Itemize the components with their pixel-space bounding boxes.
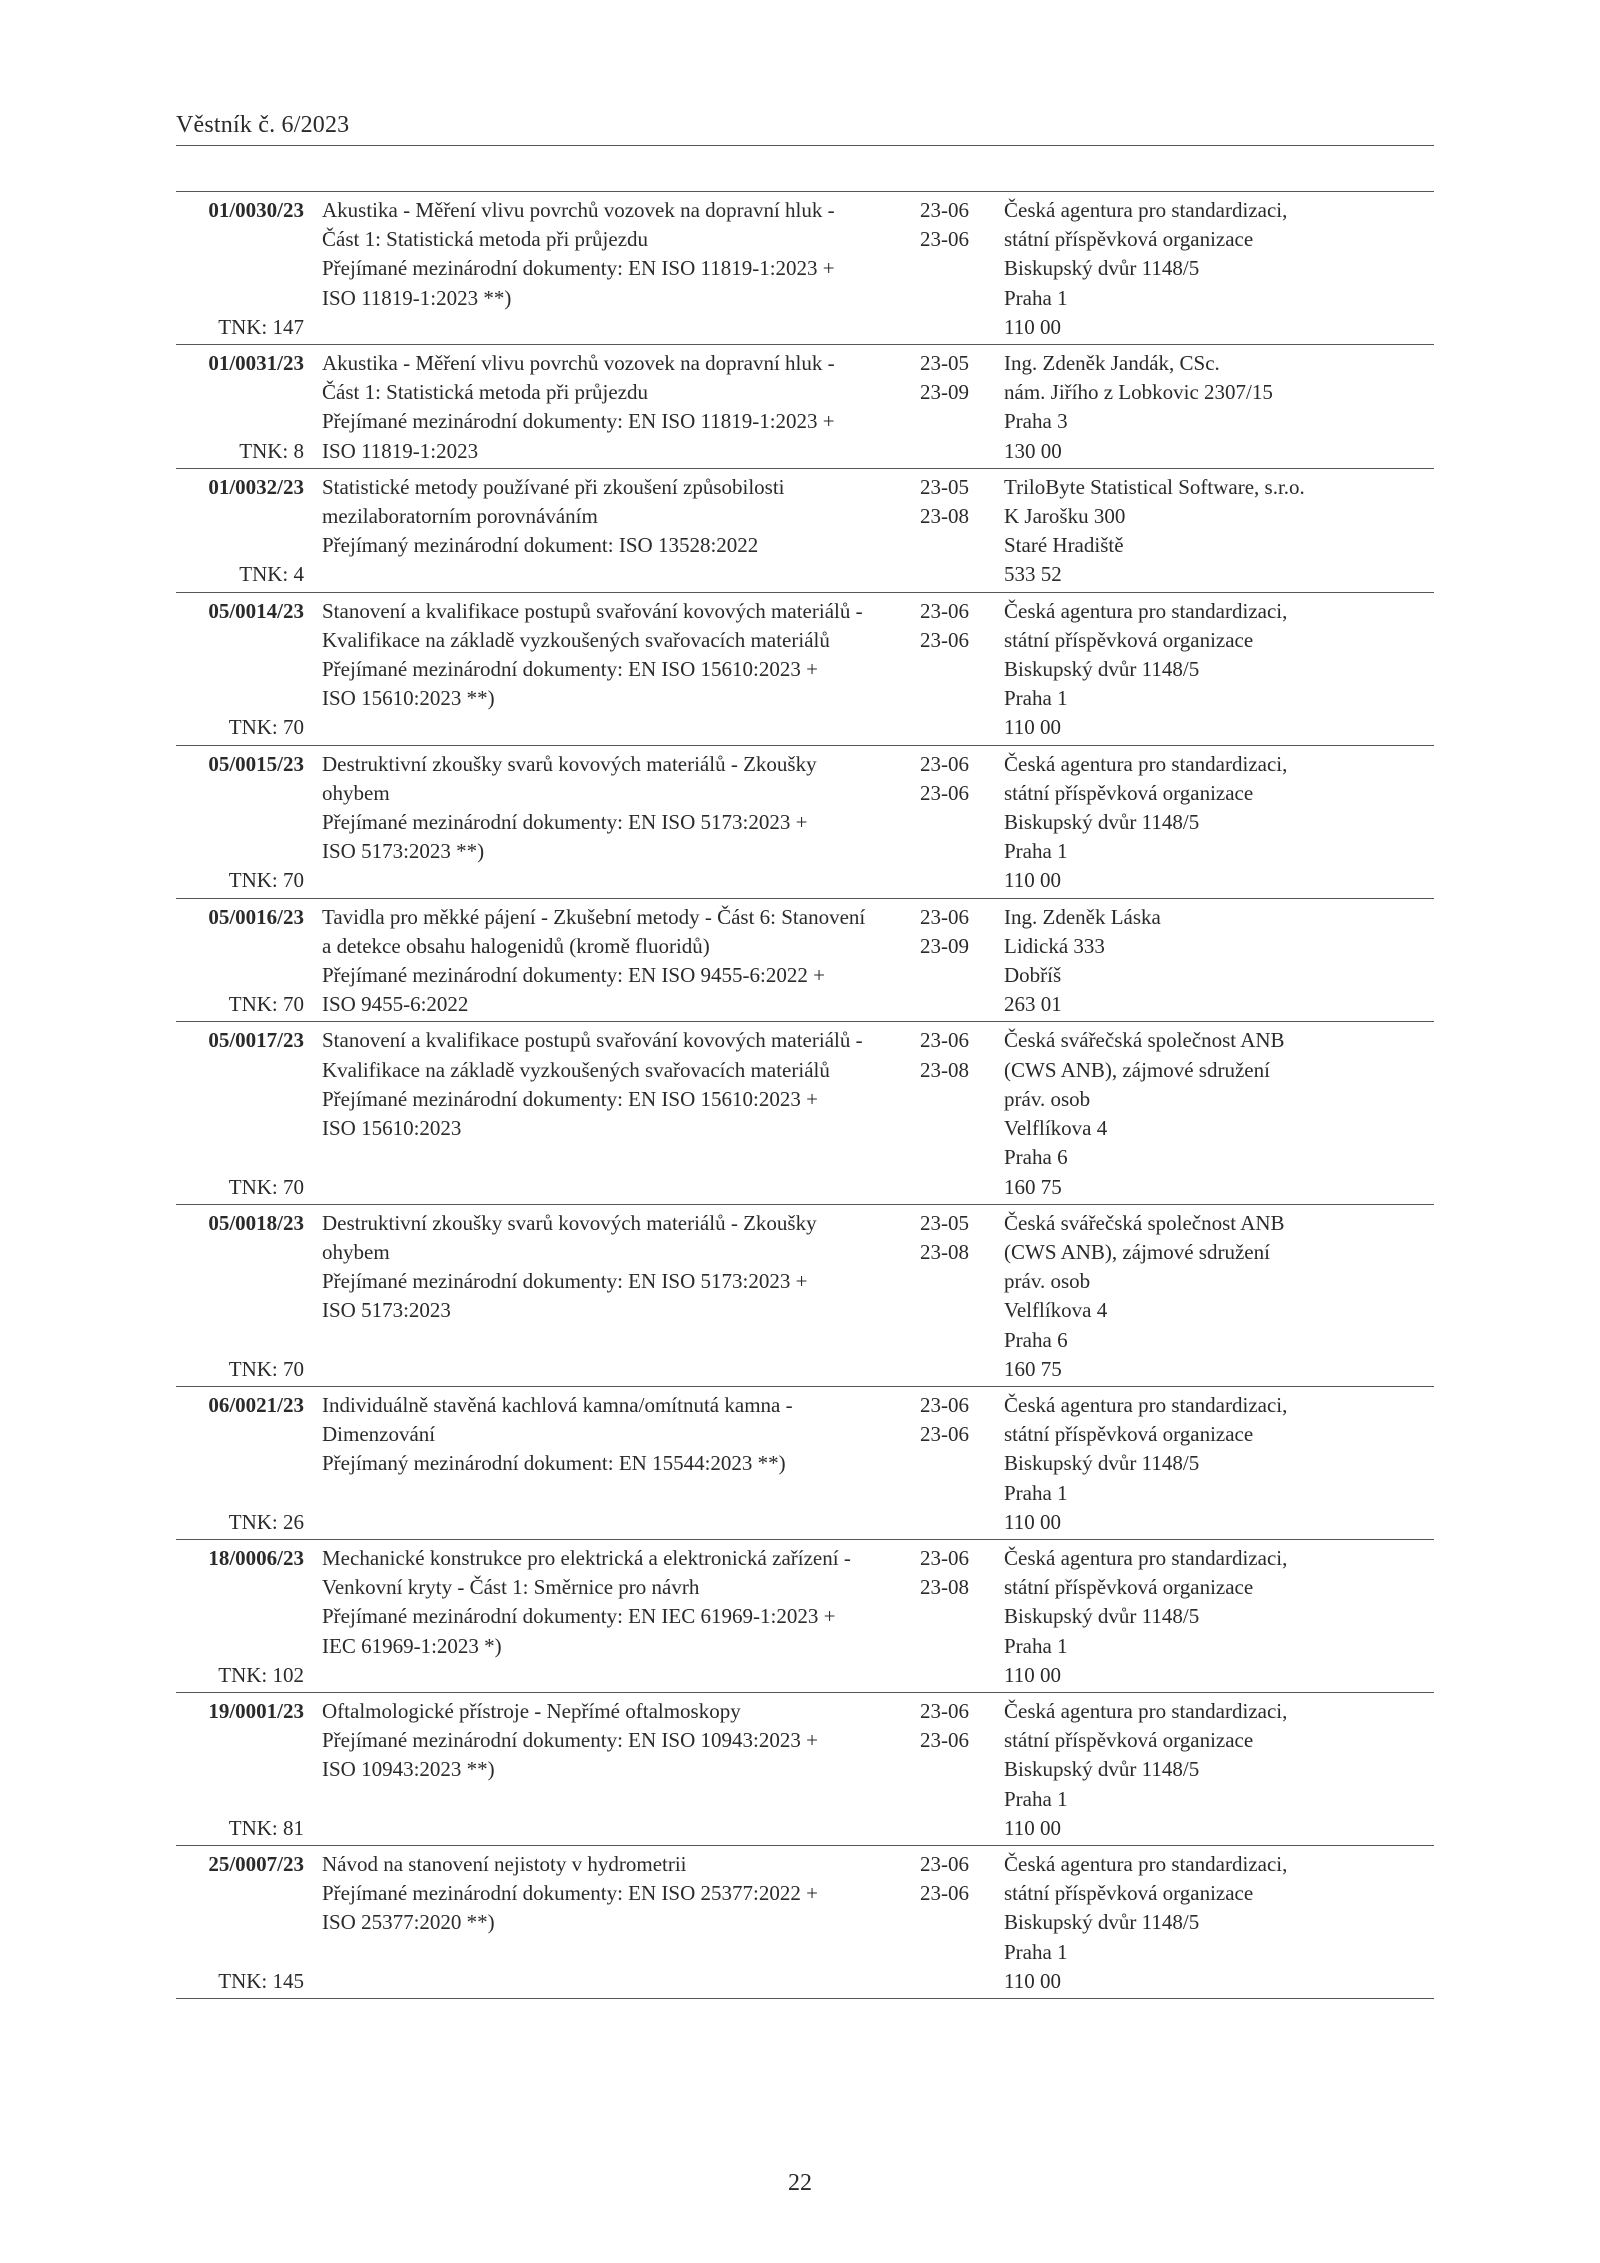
address-line: Česká agentura pro standardizaci, [1004, 1545, 1288, 1570]
description-line: ISO 15610:2023 **) [322, 686, 495, 711]
description-cell [322, 473, 902, 590]
processor-address-cell [1004, 750, 1434, 896]
address-line: státní příspěvková organizace [1004, 1728, 1254, 1753]
address-line: Biskupský dvůr 1148/5 [1004, 1451, 1200, 1476]
description-cell [322, 1391, 902, 1537]
address-line: státní příspěvková organizace [1004, 627, 1254, 652]
description-cell [322, 597, 902, 743]
address-line: Praha 1 [1004, 686, 1068, 711]
date-line: 23-06 [920, 904, 969, 929]
description-cell [322, 1697, 902, 1843]
address-line: Ing. Zdeněk Láska [1004, 904, 1161, 929]
processor-address-cell [1004, 196, 1434, 342]
description-line: ISO 25377:2020 **) [322, 1910, 495, 1935]
description-line: Přejímané mezinárodní dokumenty: EN ISO 9455-6:2022 + [322, 963, 825, 988]
row-identifier-cell [176, 1391, 304, 1537]
address-line: (CWS ANB), zájmové sdružení [1004, 1239, 1270, 1264]
project-number: 06/0021/23 [208, 1392, 304, 1417]
description-line: Přejímané mezinárodní dokumenty: EN ISO 5173:2023 + [322, 1269, 808, 1294]
row-identifier-cell [176, 1850, 304, 1996]
project-number: 05/0017/23 [208, 1028, 304, 1053]
date-line: 23-05 [920, 351, 969, 376]
tnk-number: TNK: 147 [218, 314, 304, 339]
project-number: 05/0014/23 [208, 598, 304, 623]
processor-address-cell [1004, 1850, 1434, 1996]
description-line: Přejímaný mezinárodní dokument: EN 15544:2023 **) [322, 1451, 786, 1476]
address-line: Praha 3 [1004, 409, 1068, 434]
address-line: TriloByte Statistical Software, s.r.o. [1004, 474, 1305, 499]
description-line: Stanovení a kvalifikace postupů svařování kovových materiálů - [322, 598, 863, 623]
description-line: ohybem [322, 780, 390, 805]
date-line: 23-06 [920, 1422, 969, 1447]
description-line: Oftalmologické přístroje - Nepřímé oftalmoskopy [322, 1698, 741, 1723]
row-identifier-cell [176, 1209, 304, 1384]
table-row [176, 746, 1434, 899]
address-line: Česká agentura pro standardizaci, [1004, 598, 1288, 623]
address-line: K Jarošku 300 [1004, 504, 1126, 529]
address-line: Dobříš [1004, 963, 1062, 988]
dates-cell [920, 1026, 984, 1201]
dates-cell [920, 750, 984, 896]
description-line: Akustika - Měření vlivu povrchů vozovek na dopravní hluk - [322, 351, 835, 376]
page-number: 22 [788, 2170, 812, 2196]
tnk-number: TNK: 70 [228, 868, 304, 893]
date-line: 23-06 [920, 1728, 969, 1753]
address-line: Velflíkova 4 [1004, 1116, 1108, 1141]
description-line: Přejímané mezinárodní dokumenty: EN ISO 11819-1:2023 + [322, 409, 835, 434]
address-line: 110 00 [1004, 715, 1061, 740]
description-line: Přejímané mezinárodní dokumenty: EN ISO 15610:2023 + [322, 657, 818, 682]
table-row [176, 1693, 1434, 1846]
date-line: 23-05 [920, 474, 969, 499]
address-line: Česká agentura pro standardizaci, [1004, 1851, 1288, 1876]
table-row [176, 192, 1434, 345]
date-line: 23-06 [920, 1851, 969, 1876]
description-cell [322, 1026, 902, 1201]
description-line: Přejímané mezinárodní dokumenty: EN ISO 11819-1:2023 + [322, 256, 835, 281]
dates-cell [920, 1544, 984, 1690]
standards-table [176, 191, 1434, 1999]
address-line: Biskupský dvůr 1148/5 [1004, 256, 1200, 281]
date-line: 23-06 [920, 598, 969, 623]
address-line: Biskupský dvůr 1148/5 [1004, 1604, 1200, 1629]
date-line: 23-06 [920, 1698, 969, 1723]
description-line: ISO 15610:2023 [322, 1116, 462, 1141]
project-number: 05/0016/23 [208, 904, 304, 929]
dates-cell [920, 1697, 984, 1843]
processor-address-cell [1004, 903, 1434, 1020]
processor-address-cell [1004, 349, 1434, 466]
description-line: Přejímaný mezinárodní dokument: ISO 13528:2022 [322, 533, 759, 558]
description-line: Dimenzování [322, 1422, 436, 1447]
date-line: 23-06 [920, 1881, 969, 1906]
date-line: 23-09 [920, 380, 969, 405]
row-identifier-cell [176, 597, 304, 743]
address-line: Praha 1 [1004, 1480, 1068, 1505]
address-line: Česká agentura pro standardizaci, [1004, 198, 1288, 222]
address-line: 130 00 [1004, 438, 1062, 463]
processor-address-cell [1004, 1026, 1434, 1201]
description-line: Destruktivní zkoušky svarů kovových materiálů - Zkoušky [322, 751, 817, 776]
address-line: 533 52 [1004, 562, 1062, 587]
address-line: Praha 6 [1004, 1327, 1068, 1352]
dates-cell [920, 196, 984, 342]
description-line: Návod na stanovení nejistoty v hydrometrii [322, 1851, 687, 1876]
address-line: Česká agentura pro standardizaci, [1004, 1392, 1288, 1417]
description-line: Mechanické konstrukce pro elektrická a elektronická zařízení - [322, 1545, 851, 1570]
table-row [176, 1387, 1434, 1540]
row-identifier-cell [176, 349, 304, 466]
processor-address-cell [1004, 1544, 1434, 1690]
description-line: Přejímané mezinárodní dokumenty: EN IEC 61969-1:2023 + [322, 1604, 836, 1629]
address-line: státní příspěvková organizace [1004, 1575, 1254, 1600]
tnk-number: TNK: 70 [228, 715, 304, 740]
description-line: a detekce obsahu halogenidů (kromě fluoridů) [322, 933, 710, 958]
description-cell [322, 1850, 902, 1996]
address-line: 160 75 [1004, 1356, 1062, 1381]
address-line: Biskupský dvůr 1148/5 [1004, 810, 1200, 835]
date-line: 23-08 [920, 1575, 969, 1600]
row-identifier-cell [176, 903, 304, 1020]
description-line: Přejímané mezinárodní dokumenty: EN ISO 10943:2023 + [322, 1728, 818, 1753]
description-line: Část 1: Statistická metoda při průjezdu [322, 380, 649, 405]
address-line: 263 01 [1004, 992, 1062, 1017]
table-row [176, 1205, 1434, 1387]
project-number: 18/0006/23 [208, 1545, 304, 1570]
description-line: ISO 10943:2023 **) [322, 1757, 495, 1782]
tnk-number: TNK: 4 [239, 562, 304, 587]
address-line: státní příspěvková organizace [1004, 227, 1254, 252]
processor-address-cell [1004, 1697, 1434, 1843]
address-line: nám. Jiřího z Lobkovic 2307/15 [1004, 380, 1273, 405]
description-line: Přejímané mezinárodní dokumenty: EN ISO 5173:2023 + [322, 810, 808, 835]
row-identifier-cell [176, 750, 304, 896]
description-line: ISO 5173:2023 [322, 1298, 451, 1323]
address-line: Praha 1 [1004, 1633, 1068, 1658]
date-line: 23-08 [920, 504, 969, 529]
address-line: 110 00 [1004, 1815, 1061, 1840]
table-row [176, 469, 1434, 593]
address-line: Biskupský dvůr 1148/5 [1004, 1757, 1200, 1782]
address-line: (CWS ANB), zájmové sdružení [1004, 1057, 1270, 1082]
date-line: 23-08 [920, 1239, 969, 1264]
address-line: Česká agentura pro standardizaci, [1004, 751, 1288, 776]
processor-address-cell [1004, 597, 1434, 743]
description-line: IEC 61969-1:2023 *) [322, 1633, 502, 1658]
processor-address-cell [1004, 473, 1434, 590]
address-line: Praha 6 [1004, 1145, 1068, 1170]
row-identifier-cell [176, 473, 304, 590]
description-line: Přejímané mezinárodní dokumenty: EN ISO 15610:2023 + [322, 1086, 818, 1111]
date-line: 23-05 [920, 1210, 969, 1235]
description-line: ohybem [322, 1239, 390, 1264]
tnk-number: TNK: 8 [239, 438, 304, 463]
dates-cell [920, 1209, 984, 1384]
description-line: ISO 11819-1:2023 **) [322, 285, 512, 310]
tnk-number: TNK: 145 [218, 1968, 304, 1993]
date-line: 23-09 [920, 933, 969, 958]
address-line: 160 75 [1004, 1174, 1062, 1199]
table-row [176, 899, 1434, 1023]
dates-cell [920, 1850, 984, 1996]
description-cell [322, 903, 902, 1020]
address-line: Česká svářečská společnost ANB [1004, 1210, 1285, 1235]
date-line: 23-06 [920, 1028, 969, 1053]
description-line: Destruktivní zkoušky svarů kovových materiálů - Zkoušky [322, 1210, 817, 1235]
project-number: 01/0032/23 [208, 474, 304, 499]
dates-cell [920, 349, 984, 466]
tnk-number: TNK: 102 [218, 1662, 304, 1687]
address-line: státní příspěvková organizace [1004, 780, 1254, 805]
project-number: 19/0001/23 [208, 1698, 304, 1723]
date-line: 23-06 [920, 627, 969, 652]
row-identifier-cell [176, 1026, 304, 1201]
tnk-number: TNK: 70 [228, 1174, 304, 1199]
address-line: Biskupský dvůr 1148/5 [1004, 657, 1200, 682]
page-header-title: Věstník č. 6/2023 [176, 112, 350, 138]
date-line: 23-06 [920, 1545, 969, 1570]
table-row [176, 593, 1434, 746]
address-line: 110 00 [1004, 1662, 1061, 1687]
description-line: Kvalifikace na základě vyzkoušených svařovacích materiálů [322, 627, 830, 652]
address-line: Praha 1 [1004, 839, 1068, 864]
description-line: Část 1: Statistická metoda při průjezdu [322, 227, 649, 252]
project-number: 05/0018/23 [208, 1210, 304, 1235]
address-line: Praha 1 [1004, 1786, 1068, 1811]
address-line: státní příspěvková organizace [1004, 1881, 1254, 1906]
description-line: ISO 11819-1:2023 [322, 438, 479, 463]
description-line: mezilaboratorním porovnáváním [322, 504, 598, 529]
row-identifier-cell [176, 1544, 304, 1690]
description-line: Stanovení a kvalifikace postupů svařování kovových materiálů - [322, 1028, 863, 1053]
description-line: ISO 5173:2023 **) [322, 839, 485, 864]
address-line: 110 00 [1004, 868, 1061, 893]
address-line: Česká agentura pro standardizaci, [1004, 1698, 1288, 1723]
tnk-number: TNK: 26 [228, 1509, 304, 1534]
address-line: Staré Hradiště [1004, 533, 1124, 558]
description-cell [322, 1544, 902, 1690]
date-line: 23-06 [920, 1392, 969, 1417]
date-line: 23-06 [920, 751, 969, 776]
processor-address-cell [1004, 1209, 1434, 1384]
address-line: Praha 1 [1004, 285, 1068, 310]
tnk-number: TNK: 81 [228, 1815, 304, 1840]
description-line: Tavidla pro měkké pájení - Zkušební metody - Část 6: Stanovení [322, 904, 866, 929]
description-cell [322, 750, 902, 896]
dates-cell [920, 903, 984, 1020]
address-line: Ing. Zdeněk Jandák, CSc. [1004, 351, 1220, 376]
project-number: 25/0007/23 [208, 1851, 304, 1876]
table-row [176, 1540, 1434, 1693]
tnk-number: TNK: 70 [228, 992, 304, 1017]
address-line: práv. osob [1004, 1086, 1091, 1111]
address-line: státní příspěvková organizace [1004, 1422, 1254, 1447]
date-line: 23-06 [920, 198, 969, 222]
address-line: Lidická 333 [1004, 933, 1105, 958]
address-line: Česká svářečská společnost ANB [1004, 1028, 1285, 1053]
table-row [176, 1846, 1434, 1999]
tnk-number: TNK: 70 [228, 1356, 304, 1381]
description-cell [322, 196, 902, 342]
dates-cell [920, 473, 984, 590]
description-line: Akustika - Měření vlivu povrchů vozovek na dopravní hluk - [322, 198, 835, 222]
address-line: 110 00 [1004, 1509, 1061, 1534]
description-cell [322, 349, 902, 466]
date-line: 23-06 [920, 227, 969, 252]
description-line: Kvalifikace na základě vyzkoušených svařovacích materiálů [322, 1057, 830, 1082]
processor-address-cell [1004, 1391, 1434, 1537]
dates-cell [920, 597, 984, 743]
address-line: Praha 1 [1004, 1939, 1068, 1964]
description-line: ISO 9455-6:2022 [322, 992, 469, 1017]
address-line: 110 00 [1004, 1968, 1061, 1993]
address-line: Biskupský dvůr 1148/5 [1004, 1910, 1200, 1935]
project-number: 01/0031/23 [208, 351, 304, 376]
header-rule [176, 145, 1434, 146]
table-row [176, 1022, 1434, 1204]
address-line: Velflíkova 4 [1004, 1298, 1108, 1323]
dates-cell [920, 1391, 984, 1537]
description-cell [322, 1209, 902, 1384]
description-line: Individuálně stavěná kachlová kamna/omítnutá kamna - [322, 1392, 793, 1417]
project-number: 05/0015/23 [208, 751, 304, 776]
description-line: Venkovní kryty - Část 1: Směrnice pro návrh [322, 1575, 700, 1600]
description-line: Statistické metody používané při zkoušení způsobilosti [322, 474, 785, 499]
table-row [176, 345, 1434, 469]
address-line: práv. osob [1004, 1269, 1091, 1294]
date-line: 23-08 [920, 1057, 969, 1082]
row-identifier-cell [176, 196, 304, 342]
project-number: 01/0030/23 [208, 198, 304, 222]
address-line: 110 00 [1004, 314, 1061, 339]
date-line: 23-06 [920, 780, 969, 805]
description-line: Přejímané mezinárodní dokumenty: EN ISO 25377:2022 + [322, 1881, 818, 1906]
row-identifier-cell [176, 1697, 304, 1843]
